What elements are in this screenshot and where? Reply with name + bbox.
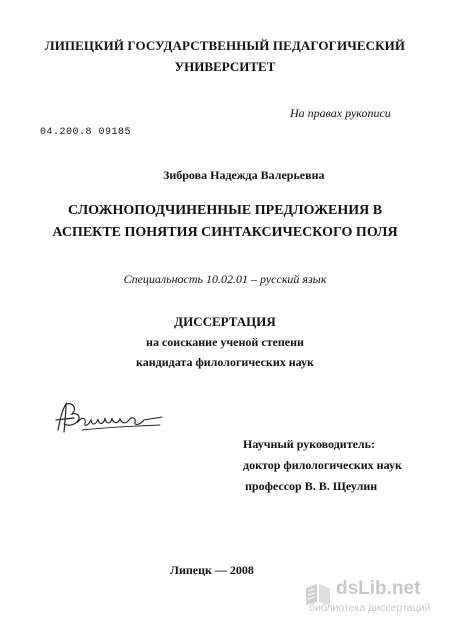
handwritten-signature [52, 398, 167, 440]
university-name-line-2: УНИВЕРСИТЕТ [174, 59, 276, 74]
city-year: Липецк — 2008 [170, 563, 254, 577]
watermark-brand: dsLib.net [336, 578, 421, 599]
university-name-line-1: ЛИПЕЦКИЙ ГОСУДАРСТВЕННЫЙ ПЕДАГОГИЧЕСКИЙ [44, 38, 406, 53]
specialty: Специальность 10.02.01 – русский язык [123, 272, 327, 286]
author-name: Зиброва Надежда Валерьевна [163, 168, 325, 182]
supervisor-label: Научный руководитель: [243, 437, 375, 451]
supervisor-degree: доктор филологических наук [243, 458, 402, 472]
supervisor-name: профессор В. В. Щеулин [245, 479, 378, 493]
thesis-title-line-1: СЛОЖНОПОДЧИНЕННЫЕ ПРЕДЛОЖЕНИЯ В [67, 203, 383, 218]
dissertation-heading: ДИССЕРТАЦИЯ [174, 314, 276, 329]
degree-line-1: на соискание ученой степени [146, 335, 304, 349]
rights-note: На правах рукописи [290, 106, 391, 120]
watermark [303, 578, 445, 618]
document-code: 04.200.8 09185 [40, 127, 132, 138]
watermark-subtitle: библиотека диссертаций [309, 602, 431, 614]
thesis-title-line-2: АСПЕКТЕ ПОНЯТИЯ СИНТАКСИЧЕСКОГО ПОЛЯ [52, 225, 398, 240]
degree-line-2: кандидата филологических наук [136, 355, 314, 369]
